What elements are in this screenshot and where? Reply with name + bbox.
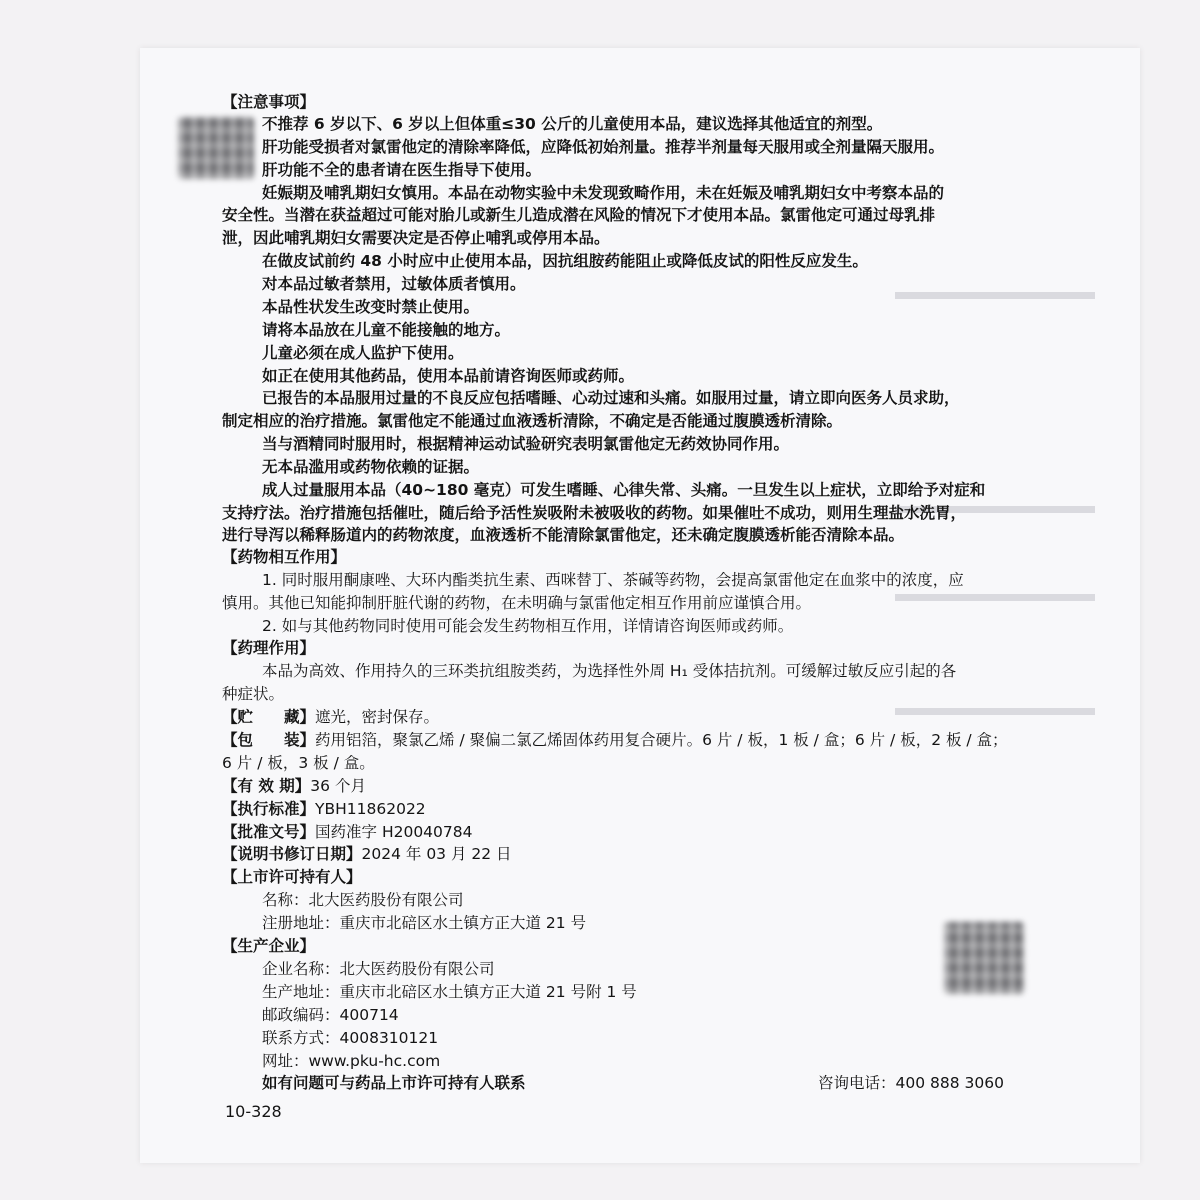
package-row (222, 729, 1042, 751)
package-value: 药用铝箔，聚氯乙烯 / 聚偏二氯乙烯固体药用复合硬片。6 片 / 板，1 板 / 盒；6 片 / 板，2 板 / 盒； (315, 731, 1008, 749)
pharmacology-heading: 【药理作用】 (222, 639, 316, 657)
interactions-heading: 【药物相互作用】 (222, 548, 347, 566)
precaution-line: 已报告的本品服用过量的不良反应包括嗜睡、心动过速和头痛。如服用过量，请立即向医务人员求助， (262, 389, 960, 407)
precaution-line: 肝功能受损者对氯雷他定的清除率降低，应降低初始剂量。推荐半剂量每天服用或全剂量隔天服用。 (262, 138, 945, 156)
approval-value: 国药准字 H20040784 (315, 823, 473, 841)
precautions-heading: 【注意事项】 (222, 93, 316, 111)
precaution-line: 如正在使用其他药品，使用本品前请咨询医师或药师。 (262, 367, 635, 385)
storage-row (222, 706, 1042, 728)
precaution-line: 成人过量服用本品（40~180 毫克）可发生嗜睡、心律失常、头痛。一旦发生以上症状，立即给予对症和 (262, 481, 986, 499)
document-code: 10-328 (225, 1102, 282, 1121)
package-label: 【包 装】 (222, 731, 316, 749)
precaution-line: 进行导泻以稀释肠道内的药物浓度，血液透析不能清除氯雷他定，还未确定腹膜透析能否清除本品。 (222, 526, 905, 544)
precaution-line: 制定相应的治疗措施。氯雷他定不能通过血液透析清除，不确定是否能通过腹膜透析清除。 (222, 412, 843, 430)
revision-label: 【说明书修订日期】 (222, 845, 362, 863)
approval-label: 【批准文号】 (222, 823, 316, 841)
validity-label: 【有 效 期】 (222, 777, 311, 795)
precaution-line: 在做皮试前约 48 小时应中止使用本品，因抗组胺药能阻止或降低皮试的阳性反应发生。 (262, 252, 868, 270)
package-row-continued: 6 片 / 板，3 板 / 盒。 (222, 754, 375, 772)
approval-row (222, 821, 1042, 843)
interaction-line: 慎用。其他已知能抑制肝脏代谢的药物，在未明确与氯雷他定相互作用前应谨慎合用。 (222, 594, 812, 612)
precaution-line: 支持疗法。治疗措施包括催吐，随后给予活性炭吸附未被吸收的药物。如果催吐不成功，则用生理盐水洗胃， (222, 504, 967, 522)
precaution-line: 对本品过敏者禁用，过敏体质者慎用。 (262, 275, 526, 293)
validity-value: 36 个月 (310, 777, 366, 795)
precaution-line: 不推荐 6 岁以下、6 岁以上但体重≤30 公斤的儿童使用本品，建议选择其他适宜的剂型。 (262, 115, 883, 133)
validity-row (222, 775, 1042, 797)
revision-value: 2024 年 03 月 22 日 (361, 845, 512, 863)
holder-address: 注册地址：重庆市北碚区水土镇方正大道 21 号 (262, 914, 587, 932)
precaution-line: 当与酒精同时服用时，根据精神运动试验研究表明氯雷他定无药效协同作用。 (262, 435, 790, 453)
standard-value: YBH11862022 (315, 800, 426, 818)
manufacturer-heading: 【生产企业】 (222, 937, 316, 955)
precaution-line: 妊娠期及哺乳期妇女慎用。本品在动物实验中未发现致畸作用，未在妊娠及哺乳期妇女中考察本品的 (262, 184, 945, 202)
precaution-line: 无本品滥用或药物依赖的证据。 (262, 458, 480, 476)
precaution-line: 儿童必须在成人监护下使用。 (262, 344, 464, 362)
manufacturer-name: 企业名称：北大医药股份有限公司 (262, 960, 495, 978)
pharmacology-line: 本品为高效、作用持久的三环类抗组胺类药，为选择性外周 H₁ 受体拮抗剂。可缓解过敏反应引起的各 (262, 662, 957, 680)
precaution-line: 本品性状发生改变时禁止使用。 (262, 298, 480, 316)
revision-row (222, 843, 1042, 865)
holder-name: 名称：北大医药股份有限公司 (262, 891, 464, 909)
hotline: 咨询电话：400 888 3060 (818, 1074, 1004, 1092)
standard-label: 【执行标准】 (222, 800, 316, 818)
storage-label: 【贮 藏】 (222, 708, 316, 726)
manufacturer-website: 网址：www.pku-hc.com (262, 1052, 441, 1070)
precaution-line: 请将本品放在儿童不能接触的地方。 (262, 321, 511, 339)
interaction-line: 1. 同时服用酮康唑、大环内酯类抗生素、西咪替丁、茶碱等药物，会提高氯雷他定在血浆中的浓度，应 (262, 571, 964, 589)
pharmacology-line: 种症状。 (222, 685, 285, 703)
interaction-line: 2. 如与其他药物同时使用可能会发生药物相互作用，详情请咨询医师或药师。 (262, 617, 794, 635)
holder-heading: 【上市许可持有人】 (222, 868, 362, 886)
contact-note: 如有问题可与药品上市许可持有人联系 (262, 1074, 526, 1092)
precaution-line: 泄，因此哺乳期妇女需要决定是否停止哺乳或停用本品。 (222, 229, 610, 247)
manufacturer-phone: 联系方式：4008310121 (262, 1029, 439, 1047)
storage-value: 遮光，密封保存。 (315, 708, 440, 726)
manufacturer-address: 生产地址：重庆市北碚区水土镇方正大道 21 号附 1 号 (262, 983, 637, 1001)
precaution-line: 肝功能不全的患者请在医生指导下使用。 (262, 161, 542, 179)
precaution-line: 安全性。当潜在获益超过可能对胎儿或新生儿造成潜在风险的情况下才使用本品。氯雷他定可通过母乳排 (222, 206, 936, 224)
manufacturer-postcode: 邮政编码：400714 (262, 1006, 399, 1024)
standard-row (222, 798, 1042, 820)
